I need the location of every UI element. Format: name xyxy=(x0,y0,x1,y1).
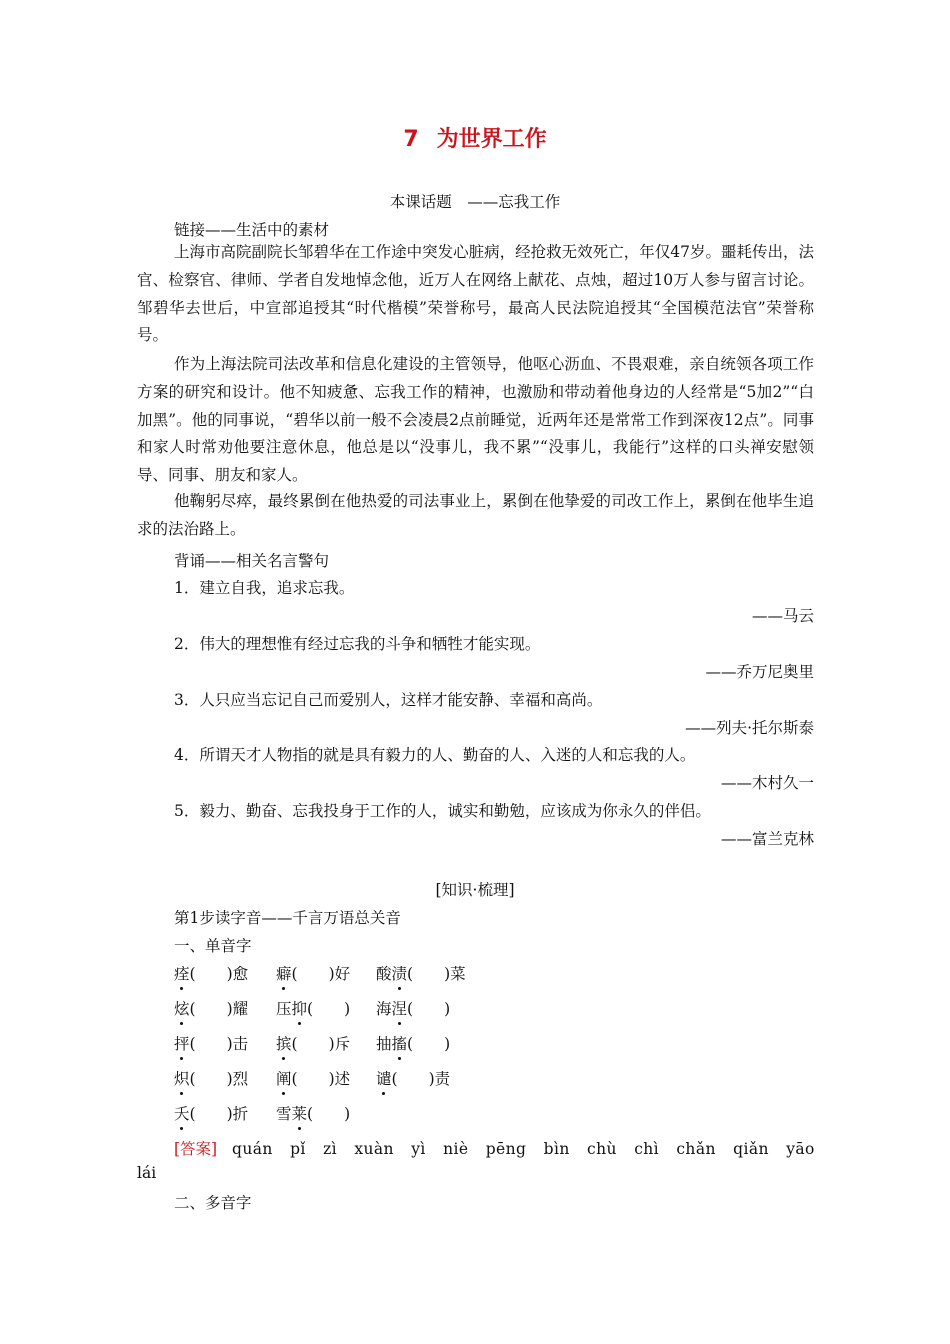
char-item: 抨( )击 xyxy=(174,1032,276,1054)
link-heading: 链接——生活中的素材 xyxy=(174,221,330,239)
paragraph-2: 作为上海法院司法改革和信息化建设的主管领导，他呕心沥血、不畏艰难，亲自统领各项工作方案的研究和设计。他不知疲惫、忘我工作的精神，也激励和带动着他身边的人经常是“5加2”“白加黑”。他的同事说，“碧华以前一般不会凌晨2点前睡觉，近两年还是常常工作到深夜12点”。同事和家人时常劝他要注意休息，他总是以“没事儿，我不累”“没事儿，我能行”这样的口头禅安慰领导、同事、朋友和家人。 xyxy=(137,355,814,485)
char-item: 酸渍( )菜 xyxy=(376,962,466,984)
char-item: 癖( )好 xyxy=(276,962,376,984)
quote-2: 2．伟大的理想惟有经过忘我的斗争和牺牲才能实现。 xyxy=(174,635,541,653)
char-item: 摈( )斥 xyxy=(276,1032,376,1054)
paragraph-3: 他鞠躬尽瘁，最终累倒在他热爱的司法事业上，累倒在他挚爱的司改工作上，累倒在他毕生追求的法治路上。 xyxy=(137,492,814,538)
char-item: 痊( )愈 xyxy=(174,962,276,984)
page-title xyxy=(0,122,950,153)
char-item: 压抑( ) xyxy=(276,997,376,1019)
answer-pinyin-continued: lái xyxy=(137,1164,157,1182)
char-item: 阐( )述 xyxy=(276,1067,376,1089)
char-row-2 xyxy=(174,997,450,1019)
char-item: 炫( )耀 xyxy=(174,997,276,1019)
recite-heading: 背诵——相关名言警句 xyxy=(174,552,330,570)
answer-line xyxy=(174,1137,815,1159)
single-reading-heading: 一、单音字 xyxy=(174,937,252,955)
quote-4: 4．所谓天才人物指的就是具有毅力的人、勤奋的人、入迷的人和忘我的人。 xyxy=(174,746,696,764)
lesson-number: 7 xyxy=(403,127,419,152)
char-row-3 xyxy=(174,1032,450,1054)
section-heading: [知识·梳理] xyxy=(435,881,515,899)
multi-reading-heading: 二、多音字 xyxy=(174,1194,252,1212)
topic-line: 本课话题 ——忘我工作 xyxy=(389,193,561,211)
quote-4-author: ——木村久一 xyxy=(720,774,814,792)
char-item: 海涅( ) xyxy=(376,997,450,1019)
answer-pinyin: quán pǐ zì xuàn yì niè pēng bìn chù chì chǎn qiǎn yāo xyxy=(232,1140,815,1158)
char-row-4 xyxy=(174,1067,450,1089)
quote-1: 1．建立自我，追求忘我。 xyxy=(174,579,355,597)
paragraph-1: 上海市高院副院长邹碧华在工作途中突发心脏病，经抢救无效死亡，年仅47岁。噩耗传出，法官、检察官、律师、学者自发地悼念他，近万人在网络上献花、点烛，超过10万人参与留言讨论。邹碧华去世后，中宣部追授其“时代楷模”荣誉称号，最高人民法院追授其“全国模范法官”荣誉称号。 xyxy=(137,243,814,345)
char-item: 谴( )责 xyxy=(376,1067,450,1089)
char-item: 夭( )折 xyxy=(174,1102,276,1124)
quote-5-author: ——富兰克林 xyxy=(720,830,814,848)
quote-2-author: ——乔万尼奥里 xyxy=(705,663,814,681)
char-row-1 xyxy=(174,962,466,984)
quote-1-author: ——马云 xyxy=(751,607,814,625)
char-row-5 xyxy=(174,1102,350,1124)
char-item: 炽( )烈 xyxy=(174,1067,276,1089)
step-1-heading: 第1步读字音——千言万语总关音 xyxy=(174,909,401,927)
quote-3: 3．人只应当忘记自己而爱别人，这样才能安静、幸福和高尚。 xyxy=(174,691,603,709)
char-item: 雪莱( ) xyxy=(276,1102,350,1124)
quote-5: 5．毅力、勤奋、忘我投身于工作的人，诚实和勤勉，应该成为你永久的伴侣。 xyxy=(174,802,711,820)
lesson-title: 为世界工作 xyxy=(436,127,547,152)
answer-label: [答案] xyxy=(174,1140,218,1158)
char-item: 抽搐( ) xyxy=(376,1032,450,1054)
quote-3-author: ——列夫·托尔斯泰 xyxy=(685,719,814,737)
